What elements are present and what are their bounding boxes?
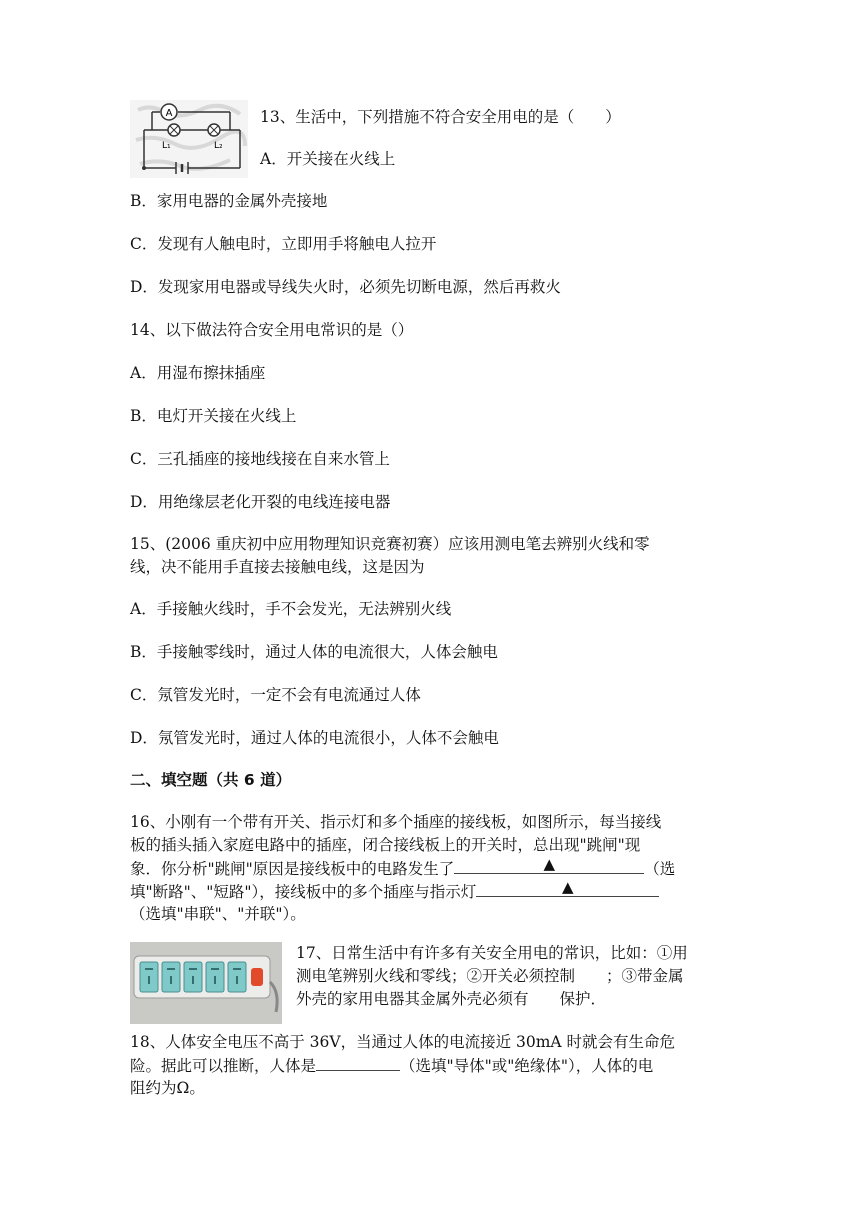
q17-line2: 测电笔辨别火线和零线；②开关必须控制 ；③带金属: [296, 967, 684, 985]
q13-option-b: B．家用电器的金属外壳接地: [130, 192, 328, 210]
q17-line3: 外壳的家用电器其金属外壳必须有 保护．: [296, 990, 607, 1008]
q16-line4-text: 填"断路"、"短路"），接线板中的多个插座与指示灯: [130, 883, 477, 901]
q16-line1: 16、小刚有一个带有开关、指示灯和多个插座的接线板，如图所示，每当接线: [130, 813, 662, 831]
q14-option-a: A．用湿布擦抹插座: [130, 364, 266, 382]
q18-line2-text: 险。据此可以推断，人体是: [130, 1057, 317, 1075]
q14-option-c: C．三孔插座的接地线接在自来水管上: [130, 450, 390, 468]
q14-option-b: B．电灯开关接在火线上: [130, 407, 297, 425]
switch-icon: [142, 166, 146, 170]
q18-line2: [130, 1054, 653, 1077]
q13-option-d: D．发现家用电器或导线失火时，必须先切断电源，然后再救火: [130, 278, 561, 296]
lamp-l1-label: L₁: [162, 141, 171, 151]
q15-stem-line1: 15、(2006 重庆初中应用物理知识竞赛初赛）应该用测电笔去辨别火线和零: [130, 535, 650, 553]
q16-line3-tail: （选: [644, 860, 676, 878]
q14-stem: 14、以下做法符合安全用电常识的是（）: [130, 321, 414, 339]
q16-line4: [130, 880, 659, 903]
lamp-l2-label: L₂: [214, 141, 223, 151]
q18-line1: 18、人体安全电压不高于 36V，当通过人体的电流接近 30mA 时就会有生命危: [130, 1033, 676, 1051]
q18-line3: 阻约为Ω。: [130, 1079, 205, 1097]
q14-option-d: D．用绝缘层老化开裂的电线连接电器: [130, 493, 391, 511]
q15-option-c: C．氖管发光时，一定不会有电流通过人体: [130, 686, 421, 704]
q18-line2-tail: （选填"导体"或"绝缘体"），人体的电: [400, 1057, 654, 1075]
power-strip-image: [130, 942, 282, 1024]
triangle-marker-icon: ▲: [543, 855, 556, 873]
ammeter-label: A: [165, 108, 173, 119]
q15-stem-line2: 线，决不能用手直接去接触电线，这是因为: [130, 558, 425, 576]
q16-line2: 板的插头插入家庭电路中的插座，闭合接线板上的开关时，总出现"跳闸"现: [130, 836, 641, 854]
switch-indicator-icon: [251, 968, 263, 986]
circuit-diagram-figure: [130, 100, 248, 178]
q16-line3: [130, 857, 675, 880]
section-title: 二、填空题（共 6 道）: [130, 771, 292, 789]
q15-option-a: A．手接触火线时，手不会发光，无法辨别火线: [130, 600, 452, 618]
q15-option-d: D．氖管发光时，通过人体的电流很小，人体不会触电: [130, 729, 499, 747]
q18-blank[interactable]: [316, 1054, 400, 1071]
triangle-marker-icon: ▲: [562, 878, 574, 896]
q15-option-b: B．手接触零线时，通过人体的电流很大，人体会触电: [130, 643, 498, 661]
circuit-diagram: [130, 100, 248, 178]
q17-line1: 17、日常生活中有许多有关安全用电的常识，比如：①用: [296, 944, 688, 962]
q13-stem: 13、生活中，下列措施不符合安全用电的是（ ）: [260, 108, 621, 126]
q16-line3-text: 象．你分析"跳闸"原因是接线板中的电路发生了: [130, 860, 455, 878]
power-strip-photo: [130, 942, 282, 1024]
q16-line5: （选填"串联"、"并联"）。: [130, 905, 306, 923]
q13-option-a: A．开关接在火线上: [260, 150, 396, 168]
q13-option-c: C．发现有人触电时，立即用手将触电人拉开: [130, 235, 437, 253]
q16-blank-2[interactable]: [476, 880, 659, 897]
q16-blank-1[interactable]: [454, 857, 644, 874]
